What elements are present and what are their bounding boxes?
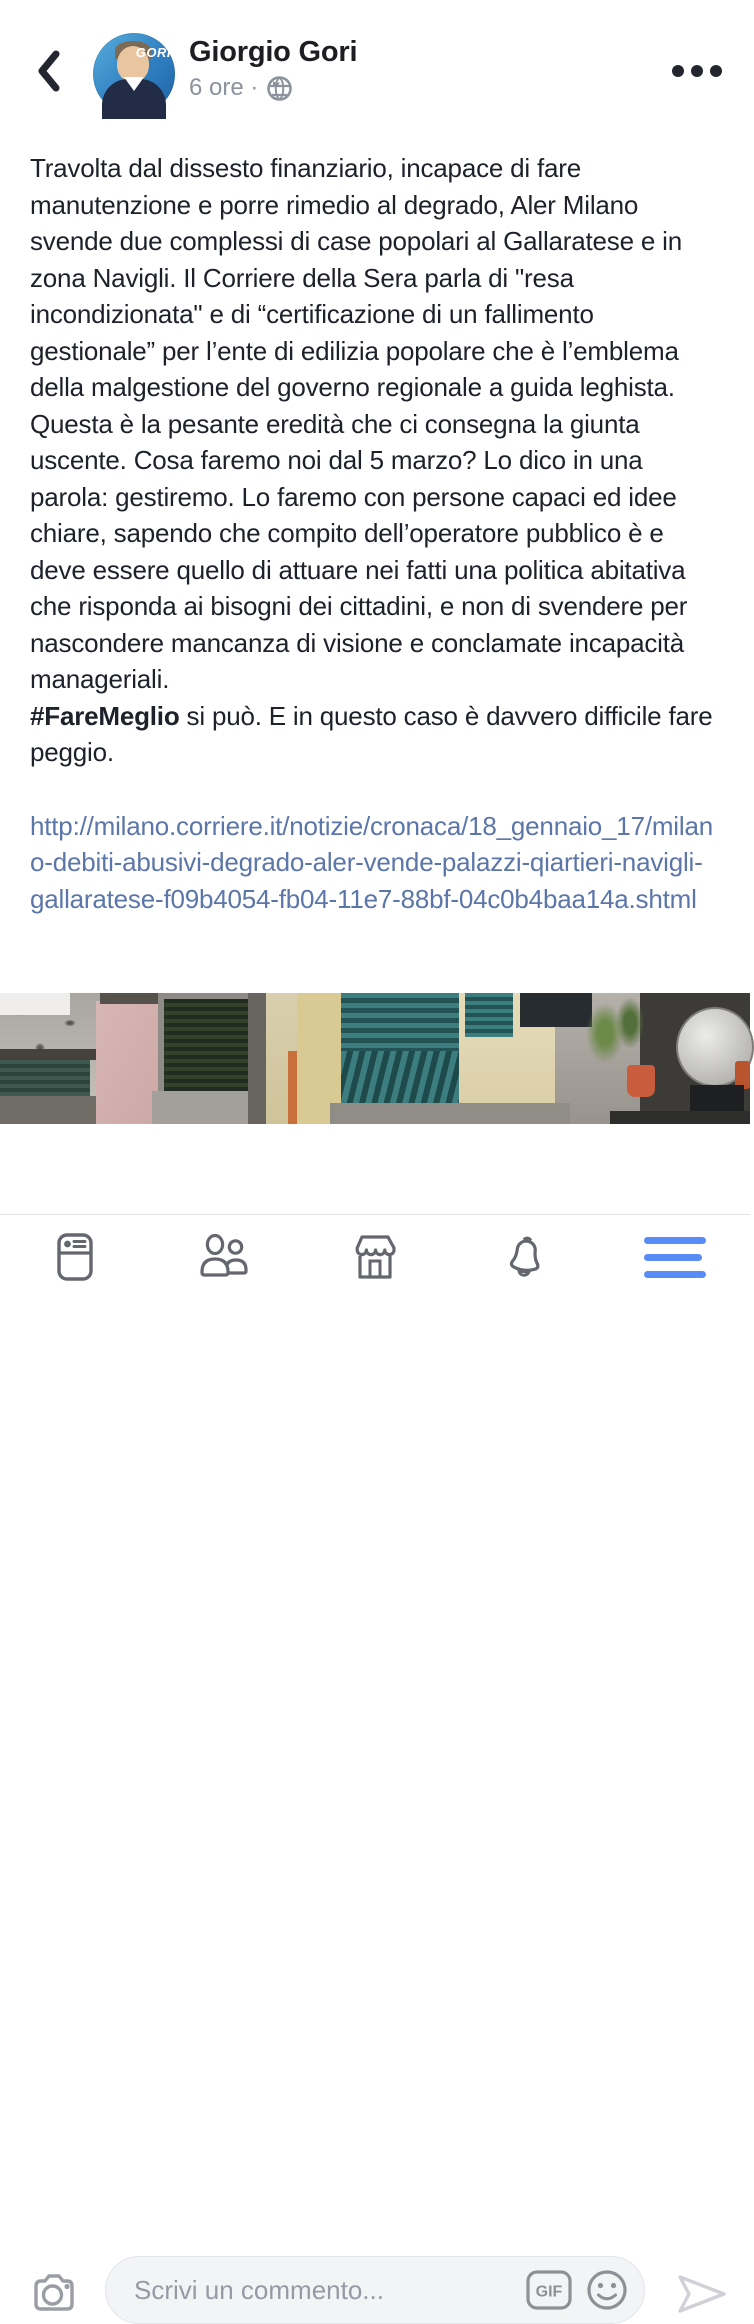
globe-icon bbox=[266, 75, 293, 102]
hashtag-link[interactable]: #FareMeglio bbox=[30, 700, 180, 731]
photo-left-balcony bbox=[0, 1096, 96, 1124]
post-paragraph bbox=[30, 698, 722, 771]
paper-plane-icon bbox=[676, 2270, 728, 2318]
ellipsis-dot bbox=[710, 65, 722, 77]
photo-railing bbox=[610, 1111, 750, 1124]
timestamp: 6 ore · bbox=[189, 74, 259, 101]
article-link[interactable]: http://milano.corriere.it/notizie/cronaca/18_gennaio_17/milano-debiti-abusivi-degrado-aler-vende-palazzi-qiartieri-navigli-gallaratese-f09b4054-fb04-11e7-88bf-04c0b4baa14a.shtml bbox=[30, 810, 713, 914]
photo-plants bbox=[560, 993, 650, 1073]
photo-broken-teal-slats bbox=[341, 1051, 459, 1105]
ellipsis-dot bbox=[691, 65, 703, 77]
chevron-left-icon bbox=[35, 49, 61, 93]
camera-icon bbox=[31, 2270, 77, 2316]
tab-marketplace[interactable] bbox=[300, 1215, 450, 1299]
photo-flower-pot bbox=[627, 1065, 655, 1097]
gif-label: GIF bbox=[535, 2283, 563, 2301]
camera-button[interactable] bbox=[31, 2270, 77, 2316]
post-header bbox=[0, 0, 750, 135]
comment-input[interactable] bbox=[105, 2256, 645, 2324]
tab-news-feed[interactable] bbox=[0, 1215, 150, 1299]
photo-left-shutter bbox=[0, 1060, 90, 1096]
tab-notifications[interactable] bbox=[450, 1215, 600, 1299]
menu-icon bbox=[644, 1237, 706, 1278]
friends-icon bbox=[199, 1232, 251, 1282]
marketplace-icon bbox=[352, 1233, 398, 1281]
post-paragraph: Questa è la pesante eredità che ci consegna la giunta uscente. Cosa faremo noi dal 5 marzo? Lo dico in una parola: gestiremo. Lo faremo con persone capaci ed idee chiare, sapendo che compito dell’operatore pubblico è e deve essere quello di attuare nei fatti una politica abitativa che risponda ai bisogni dei cittadini, e non di svendere per nascondere mancanza di visione e conclamate incapacità manageriali. bbox=[30, 408, 688, 694]
post-photo[interactable] bbox=[0, 993, 750, 1124]
photo-awning bbox=[0, 1049, 96, 1060]
back-button[interactable] bbox=[28, 48, 68, 94]
bell-icon bbox=[500, 1230, 551, 1285]
photo-sky bbox=[0, 993, 70, 1015]
photo-shadow-gap bbox=[248, 993, 266, 1124]
avatar[interactable] bbox=[93, 33, 175, 115]
bottom-tab-bar bbox=[0, 1215, 750, 1299]
post-body bbox=[30, 150, 722, 917]
gif-button[interactable] bbox=[526, 2270, 572, 2310]
photo-dark-green-shutter bbox=[164, 999, 248, 1091]
tab-friends[interactable] bbox=[150, 1215, 300, 1299]
tab-menu[interactable] bbox=[600, 1215, 750, 1299]
more-options-button[interactable] bbox=[672, 58, 722, 84]
post-paragraph: Travolta dal dissesto finanziario, incapace di fare manutenzione e porre rimedio al degrado, Aler Milano svende due complessi di case popolari al Gallaratese e in zona Navigli. Il Corriere della Sera parla di "resa incondizionata" e di “certificazione di un fallimento gestionale” per l’ente di edilizia popolare che è l’emblema della malgestione del governo regionale a guida leghista. bbox=[30, 153, 682, 402]
comment-bar bbox=[0, 1124, 750, 2305]
emoji-button[interactable] bbox=[586, 2269, 628, 2311]
user-name[interactable]: Giorgio Gori bbox=[189, 36, 358, 68]
ellipsis-dot bbox=[672, 65, 684, 77]
post-paragraph-text: si può. E in questo caso è davvero difficile fare peggio. bbox=[30, 700, 713, 767]
post-meta bbox=[189, 74, 293, 102]
send-button[interactable] bbox=[676, 2270, 728, 2318]
photo-orange-pipe bbox=[288, 1051, 297, 1124]
avatar-badge-text: GORI bbox=[135, 45, 171, 60]
news-feed-icon bbox=[57, 1232, 93, 1282]
comment-placeholder: Scrivi un commento... bbox=[134, 2274, 384, 2305]
photo-window-sill bbox=[152, 1091, 260, 1124]
